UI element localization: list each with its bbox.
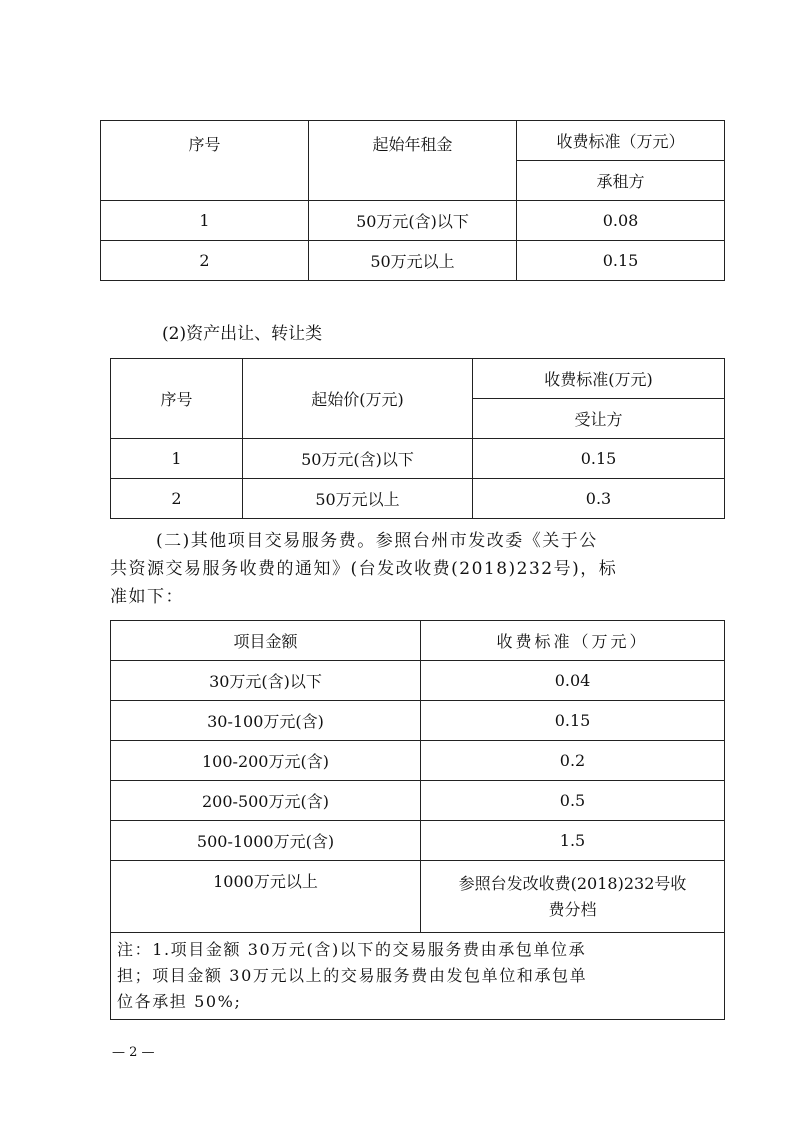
paragraph-line: 准如下：: [110, 587, 184, 607]
note-cell: [111, 933, 725, 1020]
cell-range: 50万元(含)以下: [309, 201, 517, 241]
cell-fee: 0.15: [421, 701, 725, 741]
cell-amount: 200-500万元(含): [111, 781, 421, 821]
page-number: — 2 —: [112, 1045, 155, 1060]
table-row: [111, 741, 725, 781]
cell-range: 50万元(含)以下: [243, 439, 473, 479]
cell-range: 50万元以上: [243, 479, 473, 519]
cell-amount: 500-1000万元(含): [111, 821, 421, 861]
table-row: [101, 201, 725, 241]
header-fee-standard: 收费标准（万元）: [421, 621, 725, 661]
subheader-transferee: 受让方: [473, 399, 725, 439]
other-project-fee-table: [110, 620, 725, 1020]
body-paragraph: [110, 527, 724, 611]
cell-amount: 30万元(含)以下: [111, 661, 421, 701]
note-line: 担；项目金额 30万元以上的交易服务费由发包单位和承包单: [117, 966, 588, 985]
asset-transfer-fee-table: [110, 358, 725, 519]
cell-range: 50万元以上: [309, 241, 517, 281]
paragraph-line: 共资源交易服务收费的通知》(台发改收费(2018)232号)，标: [110, 559, 618, 579]
table-row: [111, 821, 725, 861]
header-serial: 序号: [111, 359, 243, 439]
cell-fee: 1.5: [421, 821, 725, 861]
header-fee-standard: 收费标准（万元）: [517, 121, 725, 161]
header-project-amount: 项目金额: [111, 621, 421, 661]
header-start-price: 起始价(万元): [243, 359, 473, 439]
cell-serial: 2: [101, 241, 309, 281]
note-line: 注：1.项目金额 30万元(含)以下的交易服务费由承包单位承: [117, 940, 587, 959]
subheader-lessee: 承租方: [517, 161, 725, 201]
cell-fee: [421, 861, 725, 933]
section-heading: (2)资产出让、转让类: [162, 324, 323, 344]
cell-amount: 100-200万元(含): [111, 741, 421, 781]
note-row: [111, 933, 725, 1020]
cell-fee: 0.15: [473, 439, 725, 479]
paragraph-line: (二)其他项目交易服务费。参照台州市发改委《关于公: [156, 531, 598, 551]
cell-amount: 30-100万元(含): [111, 701, 421, 741]
header-serial: 序号: [101, 121, 309, 201]
cell-fee: 0.04: [421, 661, 725, 701]
cell-fee: 0.15: [517, 241, 725, 281]
table-row: [111, 479, 725, 519]
table-row: [111, 439, 725, 479]
cell-fee-line: 参照台发改收费(2018)232号收: [458, 873, 687, 893]
cell-serial: 1: [111, 439, 243, 479]
cell-fee: 0.3: [473, 479, 725, 519]
table-row: [111, 661, 725, 701]
cell-serial: 1: [101, 201, 309, 241]
cell-amount: 1000万元以上: [111, 861, 421, 933]
table-row: [111, 861, 725, 933]
cell-fee: 0.5: [421, 781, 725, 821]
table-row: [111, 701, 725, 741]
header-start-rent: 起始年租金: [309, 121, 517, 201]
cell-fee-line: 费分档: [548, 899, 597, 919]
cell-serial: 2: [111, 479, 243, 519]
cell-fee: 0.2: [421, 741, 725, 781]
header-fee-standard: 收费标准(万元): [473, 359, 725, 399]
cell-fee: 0.08: [517, 201, 725, 241]
rent-fee-table: [100, 120, 725, 281]
table-row: [111, 781, 725, 821]
note-line: 位各承担 50%;: [117, 992, 242, 1011]
table-row: [101, 241, 725, 281]
